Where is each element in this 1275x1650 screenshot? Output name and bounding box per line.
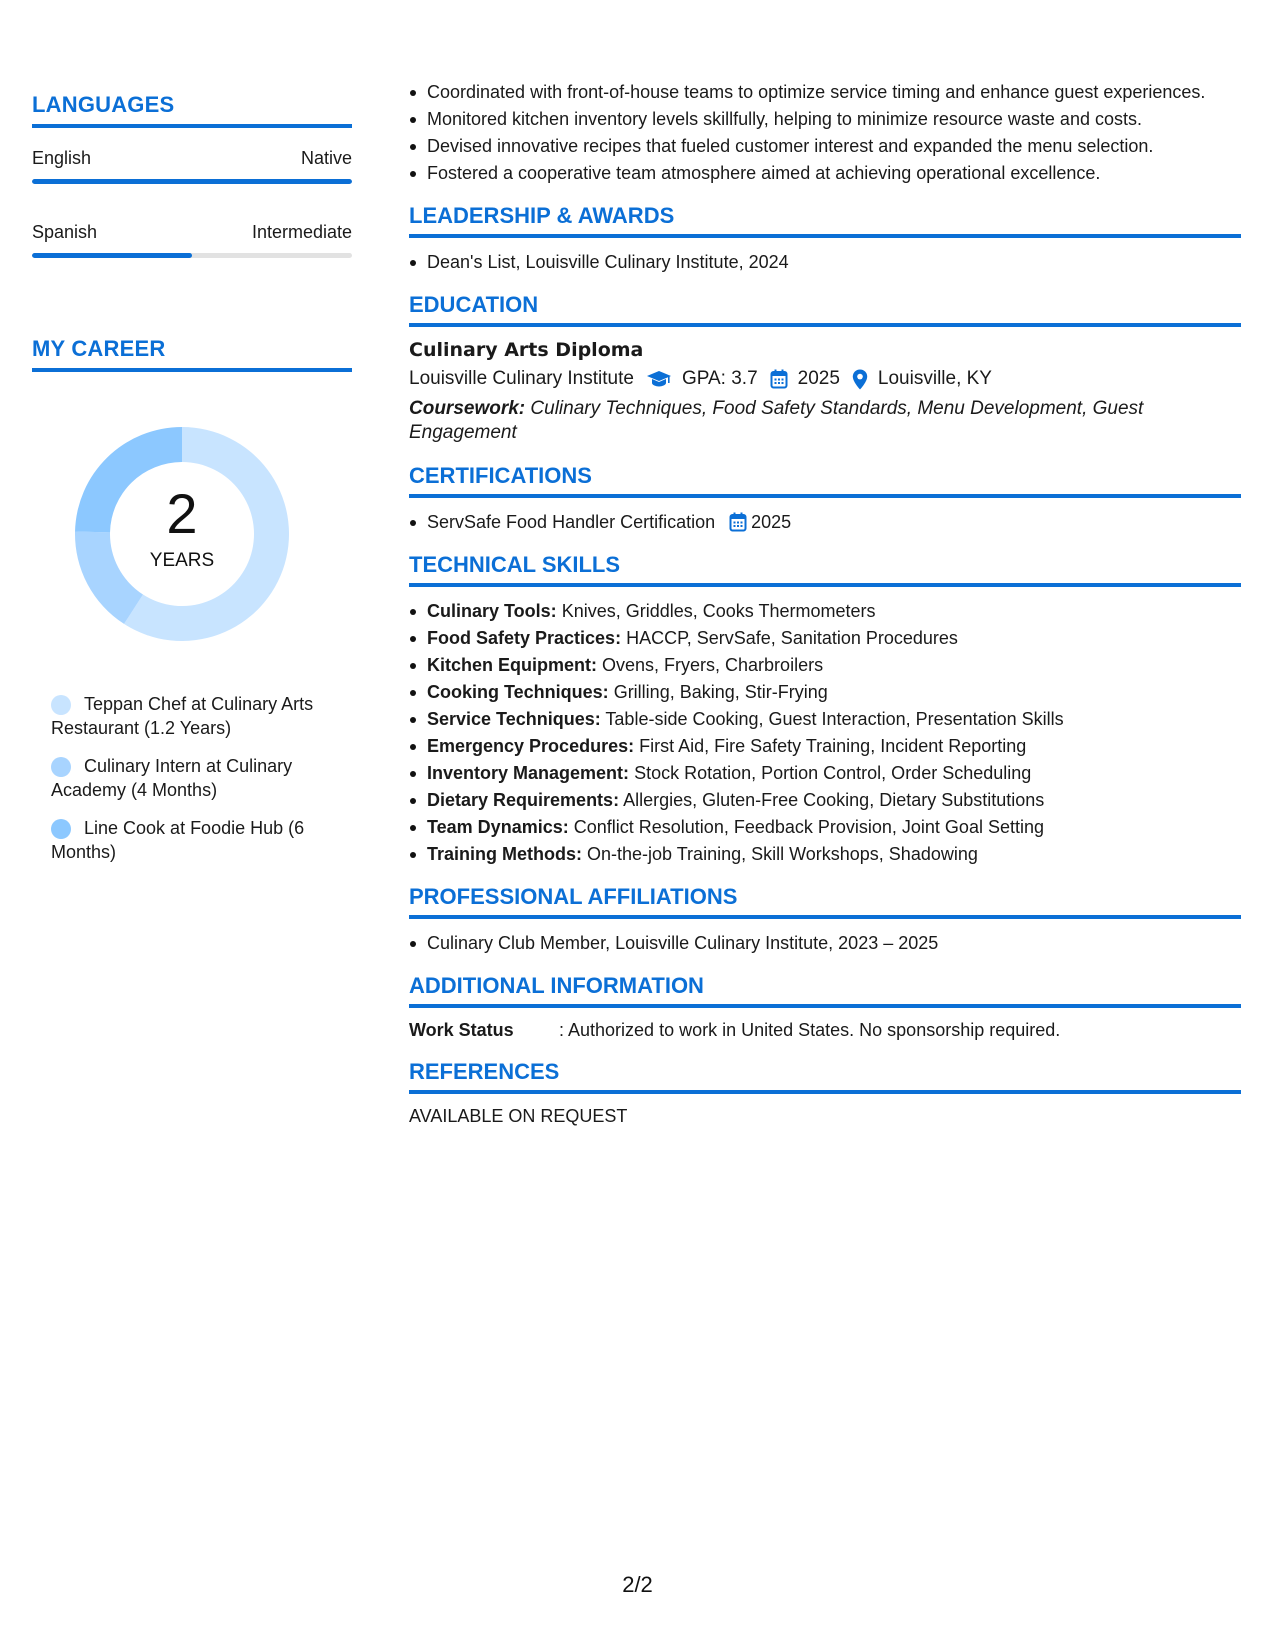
certifications-title: CERTIFICATIONS xyxy=(409,463,1241,498)
skill-label: Culinary Tools: xyxy=(427,601,557,621)
technical-skills-title: TECHNICAL SKILLS xyxy=(409,552,1241,587)
legend-dot xyxy=(51,757,71,777)
education-year: 2025 xyxy=(797,368,840,389)
skill-value: First Aid, Fire Safety Training, Incident Reporting xyxy=(639,736,1027,756)
career-total-number: 2 xyxy=(166,482,198,545)
language-name: Spanish xyxy=(32,222,98,242)
skill-value: Grilling, Baking, Stir-Frying xyxy=(613,682,828,702)
leadership-title: LEADERSHIP & AWARDS xyxy=(409,203,1241,238)
education-degree: Culinary Arts Diploma xyxy=(409,339,644,361)
skill-item xyxy=(427,680,1241,704)
skill-item xyxy=(427,815,1241,839)
skill-item xyxy=(427,761,1241,785)
map-pin-icon xyxy=(852,369,868,390)
certification-name: ServSafe Food Handler Certification xyxy=(427,512,716,532)
career-legend-item: Line Cook at Foodie Hub (6 Months) xyxy=(51,818,305,862)
skill-item xyxy=(427,788,1241,812)
technical-skills-list xyxy=(409,599,1241,866)
education-details xyxy=(409,368,1241,390)
career-legend-item: Teppan Chef at Culinary Arts Restaurant (1.2 Years) xyxy=(51,694,314,738)
list-item: Monitored kitchen inventory levels skillfully, helping to minimize resource waste and costs. xyxy=(427,107,1241,131)
education-title: EDUCATION xyxy=(409,292,1241,327)
language-name: English xyxy=(32,148,92,168)
legend-dot xyxy=(51,819,71,839)
language-level: Native xyxy=(300,148,352,168)
technical-skills-section xyxy=(409,552,1241,866)
experience-bullets xyxy=(409,80,1241,185)
skill-value: Ovens, Fryers, Charbroilers xyxy=(602,655,824,675)
skill-value: Table-side Cooking, Guest Interaction, Presentation Skills xyxy=(605,709,1064,729)
certifications-section xyxy=(409,463,1241,534)
language-proficiency-bar xyxy=(32,179,352,184)
work-status-label: Work Status xyxy=(409,1020,514,1040)
language-proficiency-fill xyxy=(32,179,352,184)
list-item: Culinary Club Member, Louisville Culinary Institute, 2023 – 2025 xyxy=(427,931,1241,955)
skill-value: Knives, Griddles, Cooks Thermometers xyxy=(561,601,876,621)
career-legend-item: Culinary Intern at Culinary Academy (4 Months) xyxy=(51,756,293,800)
skill-label: Inventory Management: xyxy=(427,763,630,783)
language-level: Intermediate xyxy=(251,222,352,242)
left-column xyxy=(32,92,352,878)
work-status-value: : Authorized to work in United States. No sponsorship required. xyxy=(559,1020,1061,1040)
skill-value: HACCP, ServSafe, Sanitation Procedures xyxy=(626,628,958,648)
list-item: Devised innovative recipes that fueled customer interest and expanded the menu selection. xyxy=(427,134,1241,158)
skill-label: Food Safety Practices: xyxy=(427,628,622,648)
skill-label: Cooking Techniques: xyxy=(427,682,609,702)
affiliations-section xyxy=(409,884,1241,955)
references-text: AVAILABLE ON REQUEST xyxy=(409,1106,628,1126)
coursework-label: Coursework: xyxy=(409,398,526,419)
skill-item xyxy=(427,599,1241,623)
affiliations-title: PROFESSIONAL AFFILIATIONS xyxy=(409,884,1241,919)
work-status-row xyxy=(409,1020,1241,1041)
list-item xyxy=(427,510,1241,534)
coursework-text: Culinary Techniques, Food Safety Standards, Menu Development, Guest Engagement xyxy=(409,398,1144,443)
skill-label: Team Dynamics: xyxy=(427,817,569,837)
skill-item xyxy=(427,734,1241,758)
career-title: MY CAREER xyxy=(32,336,352,372)
skill-item xyxy=(427,626,1241,650)
references-title: REFERENCES xyxy=(409,1059,1241,1094)
additional-info-title: ADDITIONAL INFORMATION xyxy=(409,973,1241,1008)
certification-year: 2025 xyxy=(751,512,792,532)
additional-info-section xyxy=(409,973,1241,1041)
skill-item xyxy=(427,707,1241,731)
skill-label: Kitchen Equipment: xyxy=(427,655,597,675)
language-english xyxy=(32,148,352,184)
right-column xyxy=(409,80,1241,1127)
page-number: 2/2 xyxy=(622,1572,653,1597)
skill-value: On-the-job Training, Skill Workshops, Shadowing xyxy=(587,844,978,864)
skill-label: Dietary Requirements: xyxy=(427,790,620,810)
skill-label: Training Methods: xyxy=(427,844,582,864)
skill-label: Emergency Procedures: xyxy=(427,736,635,756)
donut-slice xyxy=(75,532,143,624)
career-section xyxy=(32,336,352,864)
career-legend xyxy=(51,692,351,864)
skill-item xyxy=(427,653,1241,677)
references-section xyxy=(409,1059,1241,1127)
education-gpa: GPA: 3.7 xyxy=(681,368,758,389)
calendar-icon xyxy=(729,512,747,532)
education-section xyxy=(409,292,1241,445)
skill-value: Conflict Resolution, Feedback Provision, Joint Goal Setting xyxy=(573,817,1044,837)
skill-item xyxy=(427,842,1241,866)
education-location: Louisville, KY xyxy=(877,368,992,389)
calendar-icon xyxy=(770,369,788,389)
education-school: Louisville Culinary Institute xyxy=(409,368,634,389)
skill-label: Service Techniques: xyxy=(427,709,601,729)
language-proficiency-bar xyxy=(32,253,352,258)
graduation-cap-icon xyxy=(646,370,672,388)
career-donut-chart xyxy=(62,414,302,654)
leadership-section xyxy=(409,203,1241,274)
education-coursework xyxy=(409,397,1241,445)
language-proficiency-fill xyxy=(32,253,192,258)
list-item: Dean's List, Louisville Culinary Institute, 2024 xyxy=(427,250,1241,274)
skill-value: Allergies, Gluten-Free Cooking, Dietary Substitutions xyxy=(623,790,1045,810)
list-item: Fostered a cooperative team atmosphere aimed at achieving operational excellence. xyxy=(427,161,1241,185)
list-item: Coordinated with front-of-house teams to optimize service timing and enhance guest experiences. xyxy=(427,80,1241,104)
languages-title: LANGUAGES xyxy=(32,92,352,128)
skill-value: Stock Rotation, Portion Control, Order Scheduling xyxy=(634,763,1032,783)
language-spanish xyxy=(32,222,352,258)
legend-dot xyxy=(51,695,71,715)
career-total-unit: YEARS xyxy=(149,550,215,571)
